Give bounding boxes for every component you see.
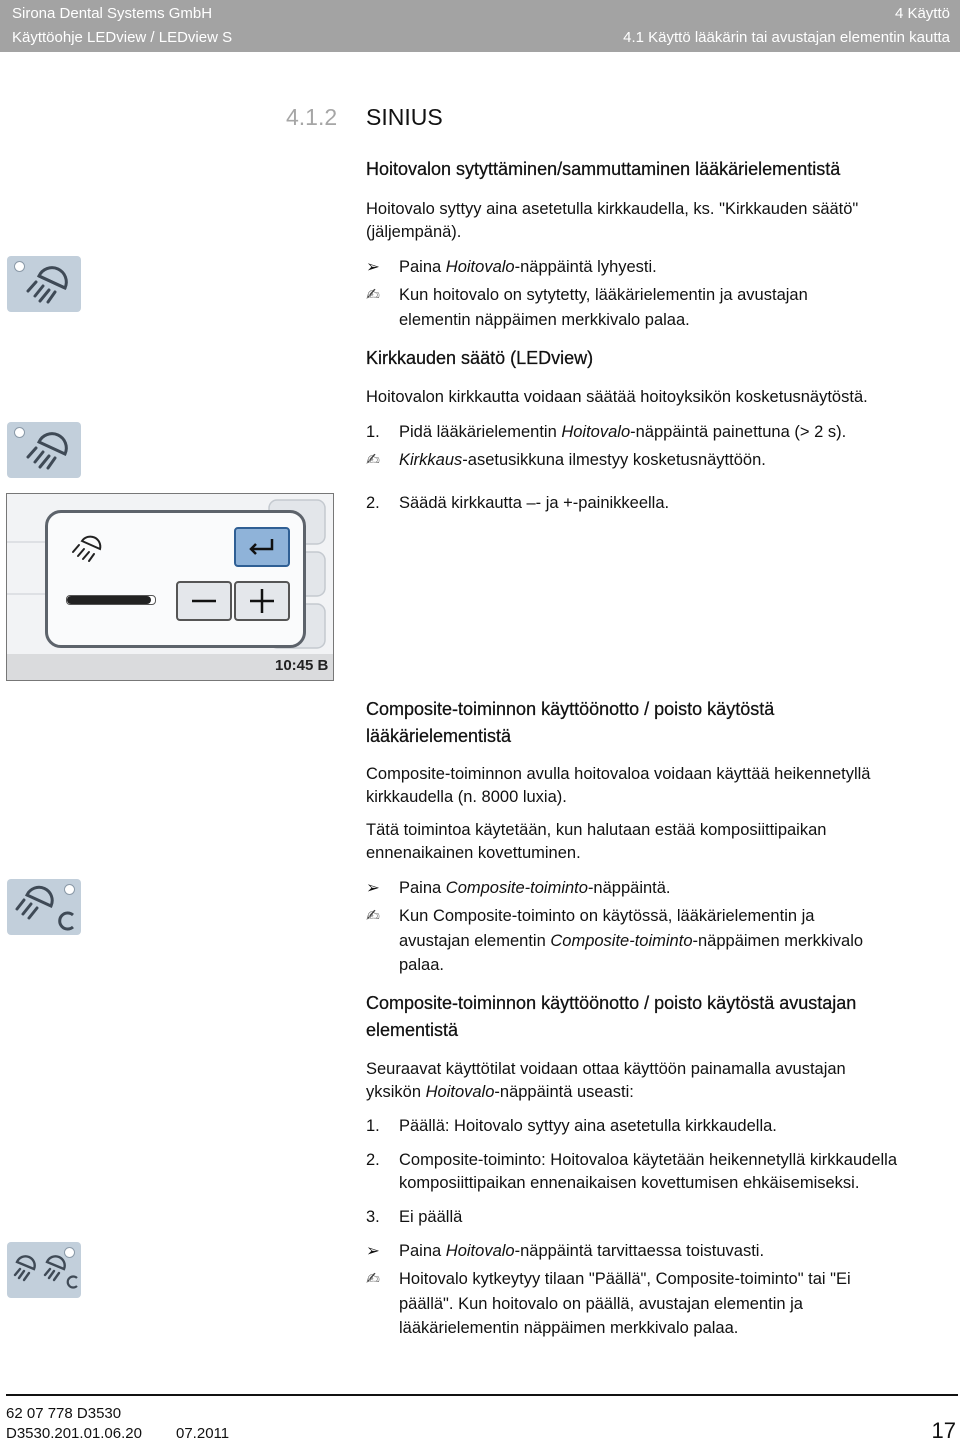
confirm-button[interactable] (234, 527, 290, 567)
heading-composite-doctor-line2: lääkärielementistä (366, 726, 512, 746)
list-item: 2. Composite-toiminto: Hoitovaloa käytetään heikennetyllä kirkkaudella komposiittipaikan ennenaikaisen kovettumisen ehkäisemiseksi. (366, 1148, 958, 1196)
indicator-led-icon (64, 884, 75, 895)
item-number: 3. (366, 1208, 380, 1226)
heading-composite-assistant: Composite-toiminnon käyttöönotto / poisto käytöstä avustajan (366, 993, 857, 1013)
plus-icon (236, 583, 288, 619)
chapter-title: 4 Käyttö (894, 5, 950, 22)
heading-light-on-off: Hoitovalon sytyttäminen/sammuttaminen lääkärielementistä (366, 159, 841, 179)
minus-button[interactable] (176, 581, 232, 621)
paragraph-line: Seuraavat käyttötilat voidaan ottaa käyttöön painamalla avustajan (366, 1060, 846, 1078)
action-step: ➢ Paina Hoitovalo-näppäintä tarvittaessa toistuvasti. (366, 1239, 926, 1263)
window-name: Kirkkaus (399, 451, 463, 469)
paragraph-line: Tätä toimintoa käytetään, kun halutaan estää komposiittipaikan (366, 821, 827, 839)
document-date: 07.2011 (176, 1425, 230, 1442)
result-icon: ✍ (366, 286, 380, 304)
item-number: 1. (366, 1117, 380, 1135)
indicator-led-icon (14, 261, 25, 272)
indicator-led-icon (64, 1247, 75, 1258)
composite-key-icon (7, 879, 81, 935)
step-arrow-icon: ➢ (366, 879, 380, 897)
minus-icon (178, 583, 230, 619)
treatment-light-key-icon (7, 256, 81, 312)
heading-composite-assistant-line2: elementistä (366, 1020, 459, 1040)
key-name: Hoitovalo (445, 258, 515, 276)
result-step: ✍ Kun Composite-toiminto on käytössä, lääkärielementin ja avustajan elementin Composite-toiminto-näppäimen merkkivalo palaa. (366, 904, 956, 978)
paragraph-line: Composite-toiminnon avulla hoitovaloa voidaan käyttää heikennetyllä (366, 765, 871, 783)
footer-divider (6, 1394, 958, 1396)
touchscreen-illustration (6, 493, 334, 681)
result-step: ✍ Kun hoitovalo on sytytetty, lääkärielementin ja avustajan elementin näppäimen merkkivalo palaa. (366, 283, 926, 331)
step-arrow-icon: ➢ (366, 258, 380, 276)
company-name: Sirona Dental Systems GmbH (12, 5, 213, 22)
status-bar-clock: 10:45 B (275, 657, 329, 674)
step-number: 2. (366, 494, 380, 512)
plus-button[interactable] (234, 581, 290, 621)
assistant-light-key-icon (7, 1242, 81, 1298)
brightness-slider[interactable] (66, 595, 156, 605)
manual-title: Käyttöohje LEDview / LEDview S (12, 29, 233, 46)
heading-brightness: Kirkkauden säätö (LEDview) (366, 348, 594, 368)
list-item: 3. Ei päällä (366, 1205, 926, 1229)
treatment-light-key-icon (7, 422, 81, 478)
section-number: 4.1.2 (286, 104, 338, 130)
heading-composite-doctor: Composite-toiminnon käyttöönotto / poisto käytöstä (366, 699, 775, 719)
action-step: ➢ Paina Composite-toiminto-näppäintä. (366, 876, 926, 900)
brightness-slider-fill (67, 596, 151, 604)
key-name: Hoitovalo (425, 1083, 495, 1101)
paragraph-line: (jäljempänä). (366, 223, 462, 241)
step-arrow-icon: ➢ (366, 1242, 380, 1260)
paragraph-line: yksikön Hoitovalo-näppäintä useasti: (366, 1083, 634, 1101)
list-item: 1. Päällä: Hoitovalo syttyy aina asetetulla kirkkaudella. (366, 1114, 926, 1138)
paragraph-line: ennenaikainen kovettuminen. (366, 844, 581, 862)
page-header (0, 0, 960, 52)
paragraph-line: Hoitovalo syttyy aina asetetulla kirkkaudella, ks. "Kirkkauden säätö" (366, 200, 859, 218)
result-step: ✍ Kirkkaus-asetusikkuna ilmestyy kosketusnäyttöön. (366, 448, 926, 472)
lamp-icon (68, 531, 108, 571)
page-number: 17 (931, 1418, 956, 1443)
result-icon: ✍ (366, 907, 380, 925)
key-name: Hoitovalo (561, 423, 631, 441)
return-arrow-icon (236, 529, 288, 565)
key-name: Composite-toiminto (445, 879, 588, 897)
brightness-dialog (45, 510, 306, 648)
section-title: SINIUS (366, 104, 443, 130)
result-icon: ✍ (366, 451, 380, 469)
step-number: 1. (366, 423, 380, 441)
document-code: D3530.201.01.06.20 (6, 1425, 142, 1442)
result-step: ✍ Hoitovalo kytkeytyy tilaan "Päällä", Composite-toiminto" tai "Ei päällä". Kun hoitovalo on päällä, avustajan elementin ja lääkärielementin näppäimen merkkivalo palaa. (366, 1267, 956, 1341)
paragraph-line: kirkkaudella (n. 8000 luxia). (366, 788, 567, 806)
indicator-led-icon (14, 427, 25, 438)
result-icon: ✍ (366, 1270, 380, 1288)
key-name: Composite-toiminto (550, 932, 693, 950)
key-name: Hoitovalo (445, 1242, 515, 1260)
subchapter-title: 4.1 Käyttö lääkärin tai avustajan elementin kautta (623, 29, 950, 46)
numbered-step: 2. Säädä kirkkautta –- ja +-painikkeella. (366, 491, 926, 515)
item-number: 2. (366, 1151, 380, 1169)
action-step: ➢ Paina Hoitovalo-näppäintä lyhyesti. (366, 255, 926, 279)
document-number: 62 07 778 D3530 (6, 1405, 122, 1422)
paragraph-line: Hoitovalon kirkkautta voidaan säätää hoitoyksikön kosketusnäytöstä. (366, 388, 868, 406)
numbered-step: 1. Pidä lääkärielementin Hoitovalo-näppäintä painettuna (> 2 s). (366, 420, 926, 444)
